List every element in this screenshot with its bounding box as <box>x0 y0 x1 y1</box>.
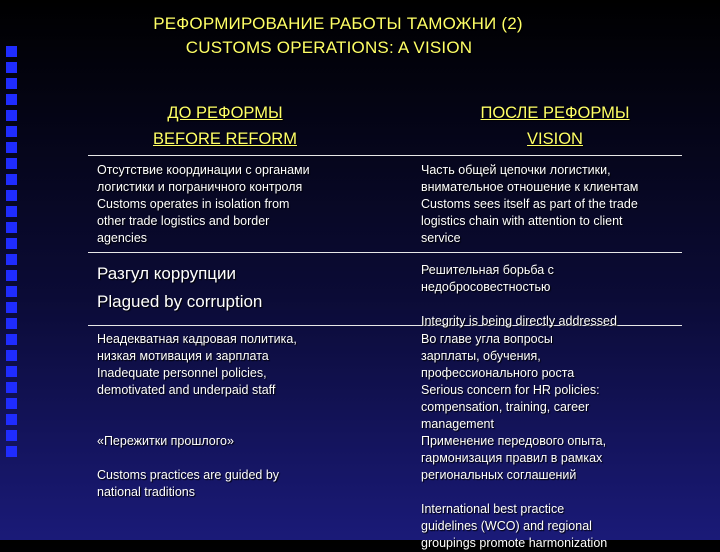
square-bullet <box>6 190 17 201</box>
text-line: Отсутствие координации с органами <box>97 163 310 177</box>
header-before-russian: ДО РЕФОРМЫ <box>167 104 283 122</box>
text-line: Customs operates in isolation from <box>97 197 290 211</box>
text-line: International best practice <box>421 502 565 516</box>
square-bullet <box>6 302 17 313</box>
text-line: compensation, training, career <box>421 400 590 414</box>
square-bullet <box>6 430 17 441</box>
text-line: Неадекватная кадровая политика, <box>97 332 297 346</box>
text-line: гармонизация правил в рамках <box>421 451 603 465</box>
text-line: Customs practices are guided by <box>97 468 280 482</box>
spacer-line <box>97 416 357 433</box>
text-line: agencies <box>97 231 148 245</box>
square-bullet <box>6 94 17 105</box>
square-bullet <box>6 78 17 89</box>
square-bullet <box>6 318 17 329</box>
square-bullet <box>6 62 17 73</box>
slide-title <box>0 12 720 60</box>
square-bullet <box>6 398 17 409</box>
spacer-line <box>421 484 681 501</box>
header-after-english: VISION <box>527 130 583 148</box>
text-line: низкая мотивация и зарплата <box>97 349 269 363</box>
text-line: Применение передового опыта, <box>421 434 607 448</box>
text-line: guidelines (WCO) and regional <box>421 519 592 533</box>
text-line: недобросовестностью <box>421 280 551 294</box>
square-bullet <box>6 222 17 233</box>
square-bullet <box>6 126 17 137</box>
row-divider <box>88 252 682 253</box>
text-line: Разгул коррупции <box>97 264 237 283</box>
text-line: логистики и пограничного контроля <box>97 180 303 194</box>
column-header-before <box>110 100 340 152</box>
square-bullet <box>6 270 17 281</box>
square-bullet <box>6 382 17 393</box>
row3-after-cell <box>421 331 681 552</box>
text-line: Во главе угла вопросы <box>421 332 553 346</box>
text-line: other trade logistics and border <box>97 214 270 228</box>
title-line-russian: РЕФОРМИРОВАНИЕ РАБОТЫ ТАМОЖНИ (2) <box>153 14 523 33</box>
square-bullet <box>6 334 17 345</box>
text-line: Customs sees itself as part of the trade <box>421 197 638 211</box>
text-line: logistics chain with attention to client <box>421 214 623 228</box>
text-line <box>421 296 681 313</box>
square-bullet <box>6 158 17 169</box>
text-line: Integrity is being directly addressed <box>421 314 617 328</box>
column-header-after <box>415 100 695 152</box>
square-bullet <box>6 142 17 153</box>
row-divider <box>88 155 682 156</box>
text-line: national traditions <box>97 485 195 499</box>
spacer-line <box>97 399 357 416</box>
text-line: Serious concern for HR policies: <box>421 383 600 397</box>
text-line: региональных соглашений <box>421 468 577 482</box>
text-line: Inadequate personnel policies, <box>97 366 267 380</box>
row1-before-cell <box>97 162 357 247</box>
square-bullet <box>6 350 17 361</box>
square-bullet <box>6 254 17 265</box>
text-line: «Пережитки прошлого» <box>97 434 234 448</box>
row1-after-cell <box>421 162 681 247</box>
decorative-square-bullets <box>6 46 18 457</box>
square-bullet <box>6 366 17 377</box>
text-line: service <box>421 231 461 245</box>
square-bullet <box>6 286 17 297</box>
square-bullet <box>6 206 17 217</box>
text-line: management <box>421 417 494 431</box>
row2-after-cell <box>421 262 681 330</box>
square-bullet <box>6 414 17 425</box>
text-line: внимательное отношение к клиентам <box>421 180 639 194</box>
square-bullet <box>6 174 17 185</box>
text-line: зарплаты, обучения, <box>421 349 541 363</box>
square-bullet <box>6 238 17 249</box>
text-line: Часть общей цепочки логистики, <box>421 163 611 177</box>
header-after-russian: ПОСЛЕ РЕФОРМЫ <box>480 104 630 122</box>
square-bullet <box>6 446 17 457</box>
row2-before-cell <box>97 262 357 314</box>
title-line-english: CUSTOMS OPERATIONS: A VISION <box>185 38 473 57</box>
spacer-line <box>97 450 357 467</box>
row3-before-cell <box>97 331 357 501</box>
header-before-english: BEFORE REFORM <box>153 130 297 148</box>
text-line: Plagued by corruption <box>97 292 263 311</box>
square-bullet <box>6 110 17 121</box>
text-line: demotivated and underpaid staff <box>97 383 276 397</box>
text-line: профессионального роста <box>421 366 575 380</box>
text-line: groupings promote harmonization <box>421 536 608 550</box>
text-line: Решительная борьба с <box>421 263 554 277</box>
